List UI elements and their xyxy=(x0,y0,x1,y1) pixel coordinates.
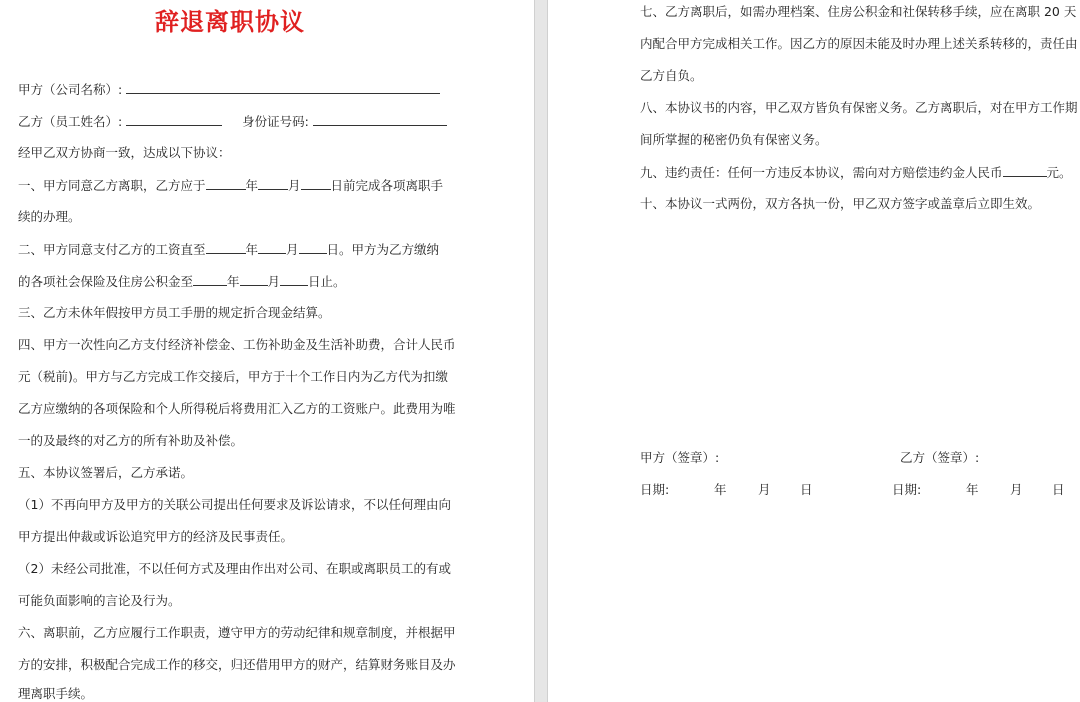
clause6-line3: 理离职手续。 xyxy=(18,686,94,701)
clause7-line2: 内配合甲方完成相关工作。因乙方的原因未能及时办理上述关系转移的，责任由 xyxy=(640,36,1078,51)
clause10: 十、本协议一式两份，双方各执一份，甲乙双方签字或盖章后立即生效。 xyxy=(640,196,1041,211)
party-b-line xyxy=(18,113,447,130)
signature-party-a: 甲方（签章）: xyxy=(640,450,720,465)
clause7-line1: 七、乙方离职后，如需办理档案、住房公积金和社保转移手续，应在离职 20 天 xyxy=(640,4,1077,19)
clause7-line3: 乙方自负。 xyxy=(640,68,703,83)
party-a-label: 甲方（公司名称）: xyxy=(18,82,123,97)
date-day-a: 日 xyxy=(800,482,813,497)
clause5-1-line1: （1）不再向甲方及甲方的关联公司提出任何要求及诉讼请求，不以任何理由向 xyxy=(18,497,451,512)
clause5-1-line2: 甲方提出仲裁或诉讼追究甲方的经济及民事责任。 xyxy=(18,529,294,544)
party-a-line xyxy=(18,81,440,98)
clause5-2-line2: 可能负面影响的言论及行为。 xyxy=(18,593,181,608)
clause6-line1: 六、离职前，乙方应履行工作职责，遵守甲方的劳动纪律和规章制度，并根据甲 xyxy=(18,625,456,640)
clause4-line2: 元（税前)。甲方与乙方完成工作交接后，甲方于十个工作日内为乙方代为扣缴 xyxy=(18,369,448,384)
date-month-b: 月 xyxy=(1010,482,1023,497)
clause4-line4: 一的及最终的对乙方的所有补助及补偿。 xyxy=(18,433,244,448)
page-gutter xyxy=(534,0,548,702)
clause8-line1: 八、本协议书的内容，甲乙双方皆负有保密义务。乙方离职后，对在甲方工作期 xyxy=(640,100,1078,115)
date-year-b: 年 xyxy=(966,482,979,497)
id-label: 身份证号码: xyxy=(242,114,309,129)
clause8-line2: 间所掌握的秘密仍负有保密义务。 xyxy=(640,132,828,147)
signature-party-b: 乙方（签章）: xyxy=(900,450,980,465)
document-title: 辞退离职协议 xyxy=(155,8,305,36)
date-month-a: 月 xyxy=(758,482,771,497)
date-day-b: 日 xyxy=(1052,482,1065,497)
clause4-line3: 乙方应缴纳的各项保险和个人所得税后将费用汇入乙方的工资账户。此费用为唯 xyxy=(18,401,456,416)
date-label-b: 日期: xyxy=(892,482,922,497)
party-b-blank xyxy=(126,113,222,126)
document-page-right xyxy=(548,0,1080,702)
intro: 经甲乙双方协商一致，达成以下协议： xyxy=(18,145,231,160)
date-label-a: 日期: xyxy=(640,482,670,497)
party-a-blank xyxy=(126,81,440,94)
id-blank xyxy=(313,113,447,126)
clause3: 三、乙方未休年假按甲方员工手册的规定折合现金结算。 xyxy=(18,305,331,320)
clause6-line2: 方的安排，积极配合完成工作的移交，归还借用甲方的财产，结算财务账目及办 xyxy=(18,657,456,672)
clause2-line2: 的各项社会保险及住房公积金至 年 月 日止。 xyxy=(18,274,346,289)
clause9: 九、违约责任：任何一方违反本协议，需向对方赔偿违约金人民币 元。 xyxy=(640,165,1072,180)
date-year-a: 年 xyxy=(714,482,727,497)
document-page-left xyxy=(0,0,534,702)
clause5: 五、本协议签署后，乙方承诺。 xyxy=(18,465,194,480)
clause4-line1: 四、甲方一次性向乙方支付经济补偿金、工伤补助金及生活补助费，合计人民币 xyxy=(18,337,456,352)
clause5-2-line1: （2）未经公司批准，不以任何方式及理由作出对公司、在职或离职员工的有或 xyxy=(18,561,451,576)
party-b-label: 乙方（员工姓名）: xyxy=(18,114,123,129)
clause1-line2: 续的办理。 xyxy=(18,209,81,224)
clause1-line1: 一、甲方同意乙方离职，乙方应于 年 月 日前完成各项离职手 xyxy=(18,178,444,193)
clause2-line1: 二、甲方同意支付乙方的工资直至 年 月 日。甲方为乙方缴纳 xyxy=(18,242,440,257)
